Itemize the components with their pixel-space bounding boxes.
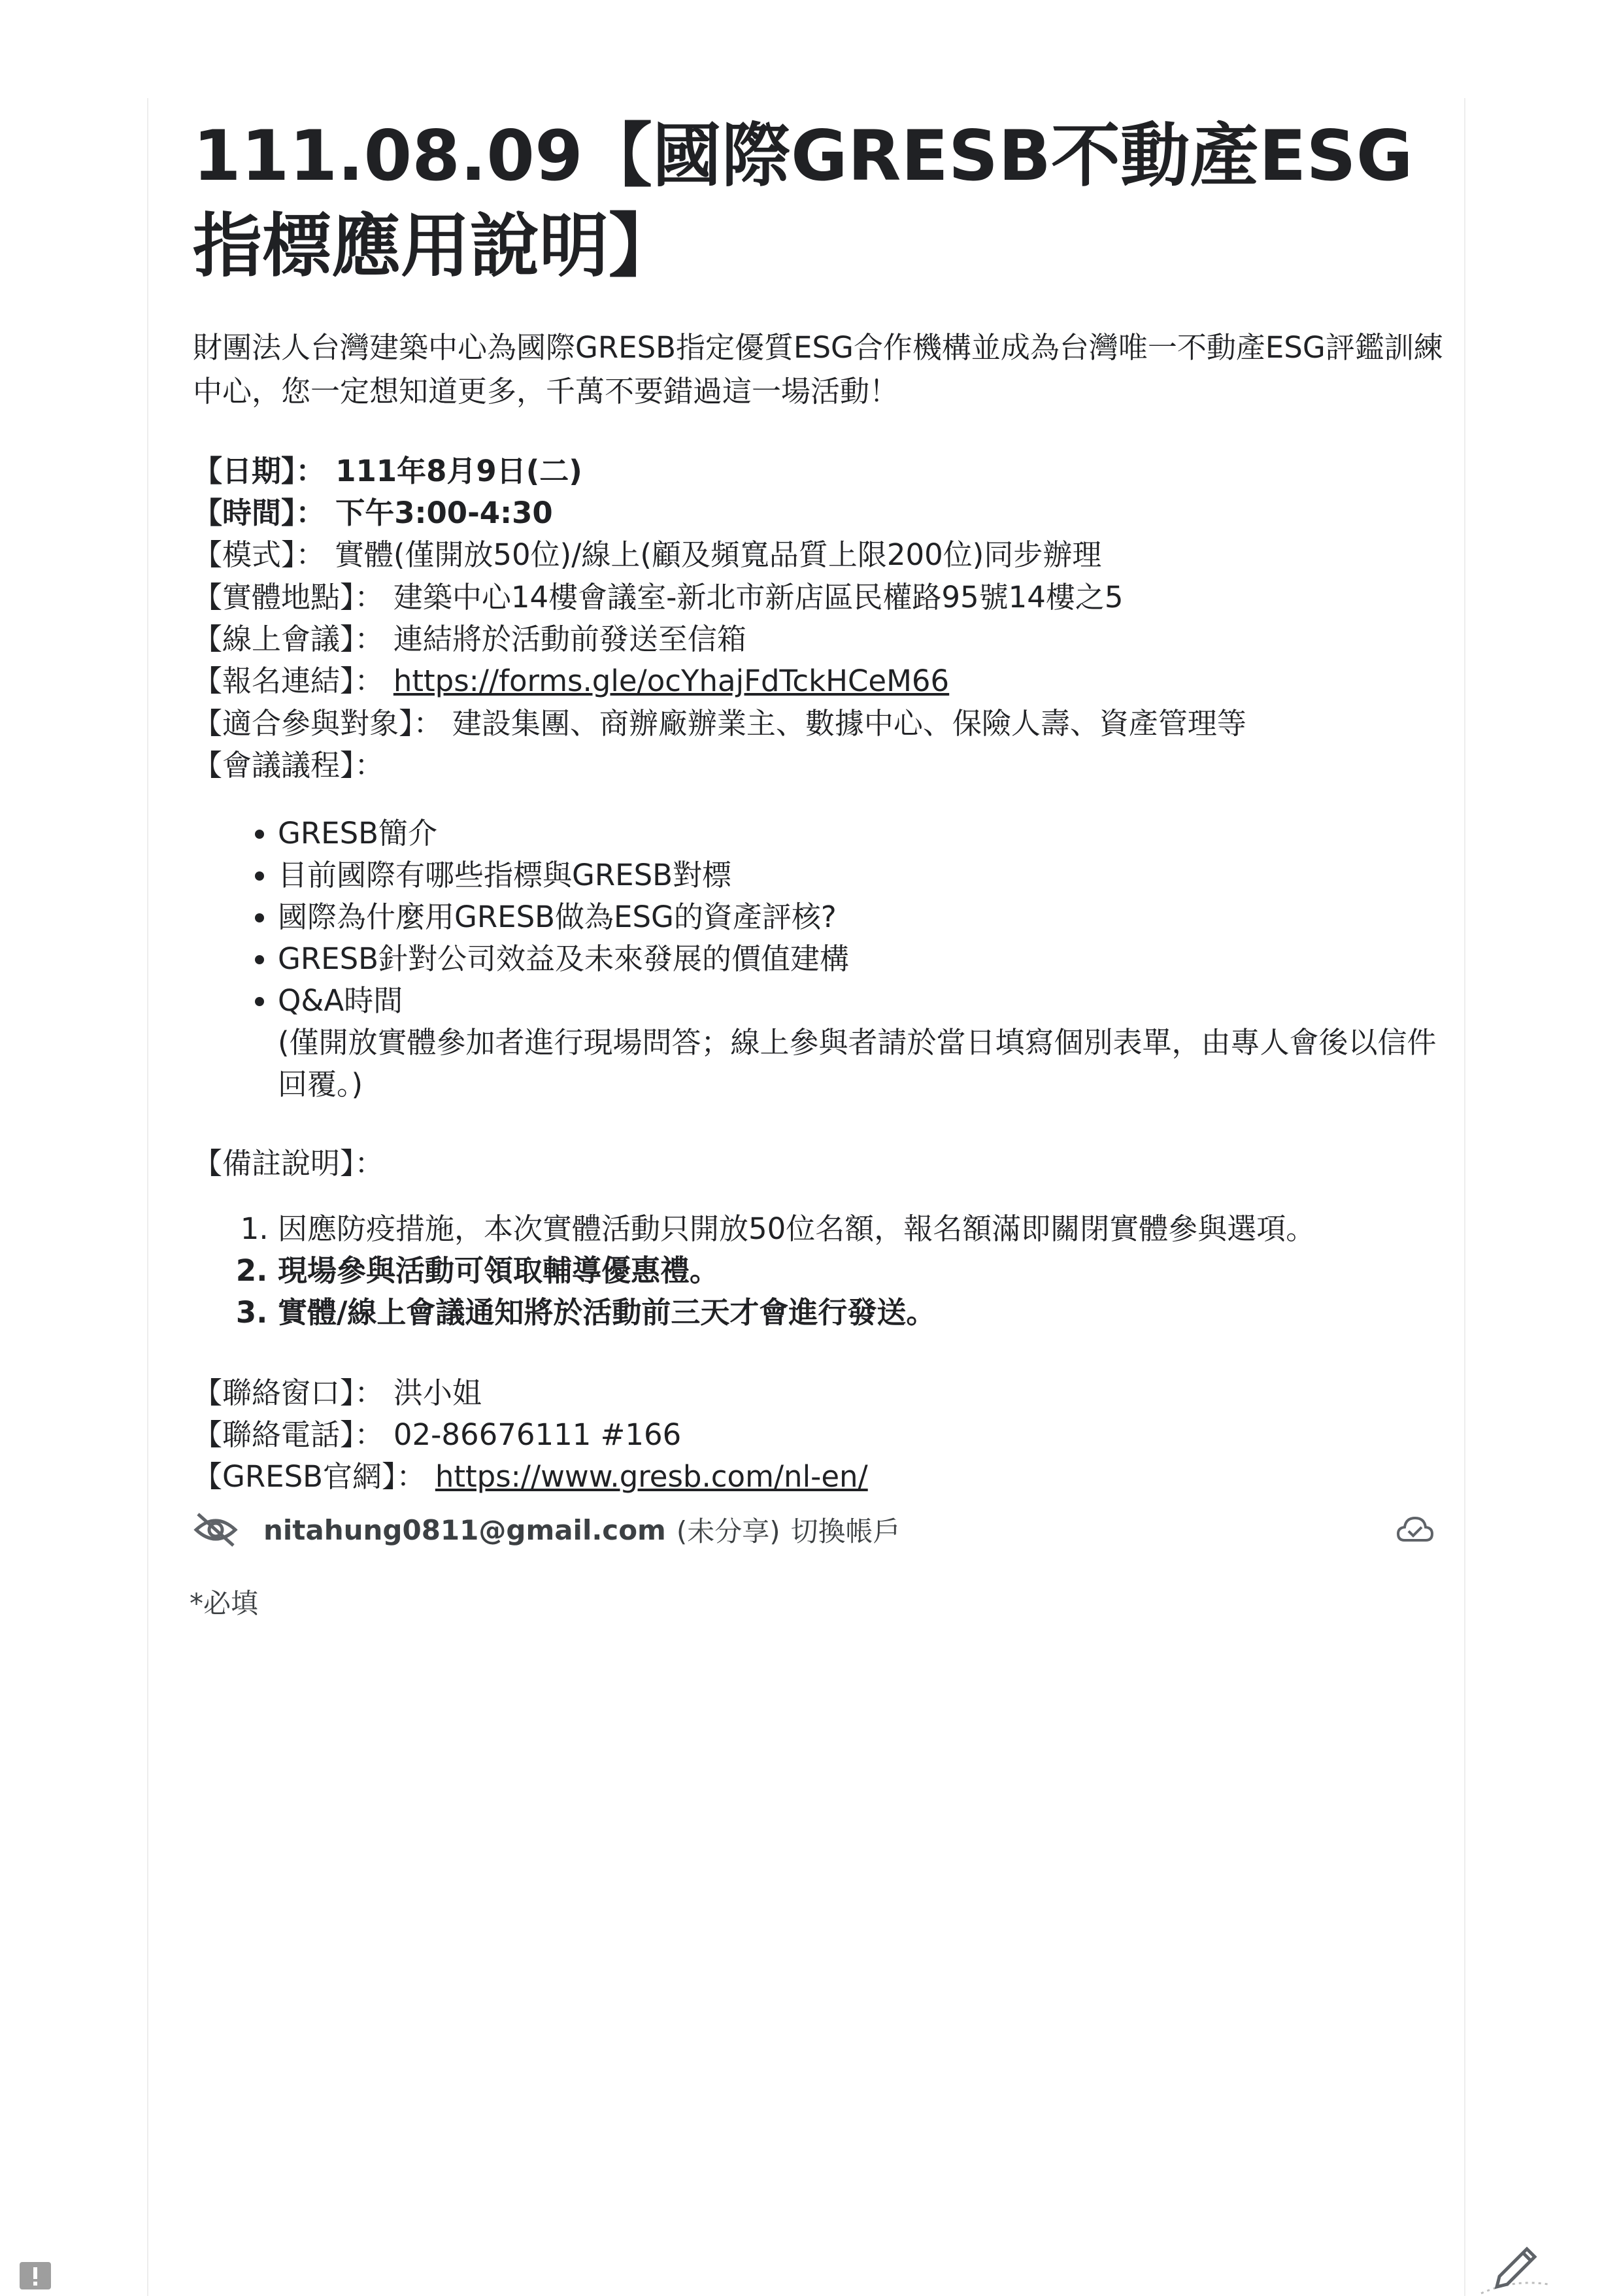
contact-phone: 【聯絡電話】： 02-86676111 #166 <box>193 1417 682 1452</box>
detail-time: 【時間】： 下午3:00-4:30 <box>193 495 553 530</box>
detail-registration-link: 【報名連結】： https://forms.gle/ocYhajFdTckHCeM66 <box>193 664 950 699</box>
detail-venue: 【實體地點】： 建築中心14樓會議室-新北市新店區民權路95號14樓之5 <box>193 579 1124 615</box>
page-border-right <box>1464 98 1465 2296</box>
account-bar <box>193 1504 1448 1556</box>
switch-account-link[interactable]: 切換帳戶 <box>790 1515 901 1547</box>
contact-person: 【聯絡窗口】： 洪小姐 <box>193 1375 482 1410</box>
agenda-note: (僅開放實體參加者進行現場問答；線上參與者請於當日填寫個別表單，由專人會後以信件回覆。) <box>278 1024 1437 1102</box>
agenda-item: • GRESB針對公司效益及未來發展的價值建構 <box>278 938 1448 980</box>
notes-list <box>193 1208 1448 1334</box>
pencil-icon[interactable] <box>1477 2236 1549 2296</box>
agenda-item: • GRESB簡介 <box>278 813 1448 854</box>
note-item: 1. 因應防疫措施，本次實體活動只開放50位名額，報名額滿即關閉實體參與選項。 <box>278 1208 1448 1250</box>
agenda-item: • 目前國際有哪些指標與GRESB對標 <box>278 854 1448 896</box>
detail-audience: 【適合參與對象】： 建設集團、商辦廠辦業主、數據中心、保險人壽、資產管理等 <box>193 705 1246 741</box>
agenda-item: • 國際為什麼用GRESB做為ESG的資產評核? <box>278 896 1448 938</box>
contact-info <box>193 1372 1448 1498</box>
detail-online-meeting: 【線上會議】： 連結將於活動前發送至信箱 <box>193 621 746 656</box>
agenda-item: • Q&A時間 (僅開放實體參加者進行現場問答；線上參與者請於當日填寫個別表單，由專人會後以信件回覆。) <box>278 980 1448 1106</box>
notes-label: 【備註說明】： <box>193 1145 384 1181</box>
event-details <box>193 450 1448 787</box>
form-header <box>193 111 1448 1498</box>
report-problem-icon[interactable] <box>18 2261 52 2291</box>
note-item: 2. 現場參與活動可領取輔導優惠禮。 <box>278 1250 1448 1292</box>
required-note: *必填 <box>190 1587 259 1619</box>
detail-mode: 【模式】： 實體(僅開放50位)/線上(顧及頻寬品質上限200位)同步辦理 <box>193 537 1102 573</box>
gresb-website-link[interactable]: https://www.gresb.com/nl-en/ <box>435 1459 868 1494</box>
account-share-status: (未分享) <box>676 1515 780 1547</box>
account-email: nitahung0811@gmail.com <box>263 1513 666 1546</box>
cloud-check-icon <box>1395 1510 1435 1549</box>
detail-agenda-label: 【會議議程】： <box>193 748 384 783</box>
contact-website: 【GRESB官網】： https://www.gresb.com/nl-en/ <box>193 1459 868 1494</box>
form-title: 111.08.09【國際GRESB不動產ESG指標應用說明】 <box>193 116 1413 286</box>
detail-date: 【日期】： 111年8月9日(二) <box>193 453 582 488</box>
note-item: 3. 實體/線上會議通知將於活動前三天才會進行發送。 <box>278 1292 1448 1334</box>
agenda-list <box>193 813 1448 1105</box>
page-border-left <box>147 98 148 2296</box>
registration-link[interactable]: https://forms.gle/ocYhajFdTckHCeM66 <box>393 664 950 699</box>
eye-off-icon <box>193 1510 239 1549</box>
form-intro: 財團法人台灣建築中心為國際GRESB指定優質ESG合作機構並成為台灣唯一不動產ESG評鑑訓練中心，您一定想知道更多，千萬不要錯過這一場活動！ <box>193 329 1443 409</box>
